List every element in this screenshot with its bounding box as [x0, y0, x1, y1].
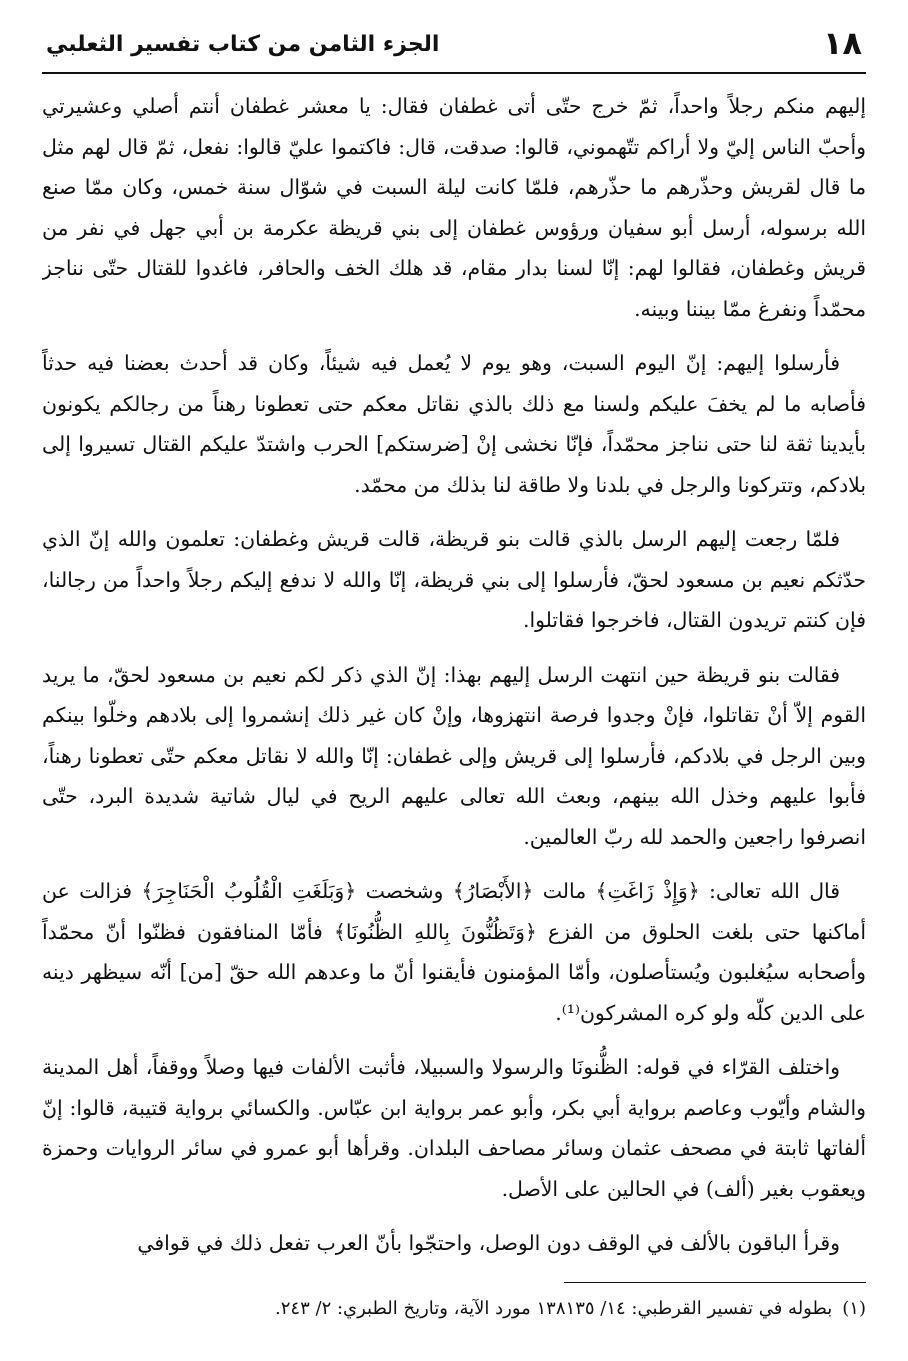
- page-header: [42, 20, 866, 74]
- paragraph-7: وقرأ الباقون بالألف في الوقف دون الوصل، واحتجّوا بأنّ العرب تفعل ذلك في قوافي: [137, 1231, 840, 1255]
- paragraph-3: فلمّا رجعت إليهم الرسل بالذي قالت بنو قريظة، قالت قريش وغطفان: تعلمون والله إنّ الذي حدّثكم نعيم بن مسعود لحقّ، فأرسلوا إلى بني قريظة، إنّا والله لا ندفع إليكم رجلاً واحداً من رجالنا، فإن كنتم تريدون القتال، فاخرجوا فقاتلوا.: [42, 527, 866, 632]
- paragraph-1: إليهم منكم رجلاً واحداً، ثمّ خرج حتّى أتى غطفان فقال: يا معشر غطفان أنتم أصلي وعشيرتي وأحبّ الناس إليّ ولا أراكم تتّهموني، قالوا: صدقت، قال: فاكتموا عليّ قالوا: نفعل، ثمّ قال لهم مثل ما قال لقريش وحذّرهم ما حذّرهم، فلمّا كانت ليلة السبت في شوّال سنة خمس، وكان ممّا صنع الله برسوله، أرسل أبو سفيان ورؤوس غطفان إلى بني قريظة عكرمة بن أبي جهل في نفر من قريش وغطفان، فقالوا لهم: إنّا لسنا بدار مقام، قد هلك الخف والحافر، فاغدوا للقتال حتّى نناجز محمّداً ونفرغ ممّا بيننا وبينه.: [42, 94, 866, 321]
- page-body: [42, 86, 866, 1261]
- paragraph-5: قال الله تعالى: ﴿وَإِذْ زَاغَتِ﴾ مالت ﴿الأَبْصَارُ﴾ وشخصت ﴿وَبَلَغَتِ الْقُلُوبُ الْحَنَاجِرَ﴾ فزالت عن أماكنها حتى بلغت الحلوق من الفزع ﴿وَتَظُنُّونَ بِاللهِ الظُّنُونَا﴾ فأمّا المنافقون فظنّوا أنّ محمّداً وأصحابه سيُغلبون ويُستأصلون، وأمّا المؤمنون فأيقنوا أنّ ما وعدهم الله حقّ [من] أنّه سيظهر دينه على الدين كلّه ولو كره المشركون⁽¹⁾.: [42, 879, 866, 1025]
- running-title: الجزء الثامن من كتاب تفسير الثعلبي: [46, 32, 440, 57]
- page-number: ١٨: [822, 24, 862, 62]
- footnote: [42, 1294, 866, 1324]
- paragraph-4: فقالت بنو قريظة حين انتهت الرسل إليهم بهذا: إنّ الذي ذكر لكم نعيم بن مسعود لحقّ، ما يريد القوم إلاّ أنْ تقاتلوا، فإنْ وجدوا فرصة انتهزوها، وإنْ كان غير ذلك إنشمروا إلى بلادهم وخلّوا بينكم وبين الرجل في بلادكم، فأرسلوا إلى قريش وإلى غطفان: إنّا والله لا نقاتل معكم حتّى تعطونا رهناً، فأبوا عليهم وخذل الله بينهم، وبعث الله تعالى عليهم الريح في ليال شاتية شديدة البرد، حتّى انصرفوا راجعين والحمد لله ربّ العالمين.: [42, 662, 866, 849]
- paragraph-6: واختلف القرّاء في قوله: الظُّنونَا والرسولا والسبيلا، فأثبت الألفات فيها وصلاً ووقفاً، أهل المدينة والشام وأيّوب وعاصم برواية أبي بكر، وأبو عمر برواية ابن عبّاس. والكسائي برواية قتيبة، قالوا: إنّ ألفاتها ثابتة في مصحف عثمان وسائر مصاحف البلدان. وقرأها أبو عمرو في سائر الروايات وحمزة ويعقوب بغير (ألف) في الحالين على الأصل.: [42, 1055, 866, 1201]
- footnote-separator: [564, 1282, 866, 1283]
- footnote-text: بطوله في تفسير القرطبي: ١٤/ ١٣٨١٣٥ مورد الآية، وتاريخ الطبري: ٢/ ٢٤٣.: [275, 1298, 833, 1319]
- paragraph-2: فأرسلوا إليهم: إنّ اليوم السبت، وهو يوم لا يُعمل فيه شيئاً، وكان قد أحدث بعضنا فيه حدثاً فأصابه ما لم يخفَ عليكم ولسنا مع ذلك بالذي نقاتل معكم حتى تعطونا رهناً من رجالكم يكونون بأيدينا ثقة لنا حتى نناجز محمّداً، فإنّا نخشى إنْ [ضرستكم] الحرب واشتدّ عليكم القتال تسيروا إلى بلادكم، وتتركونا والرجل في بلدنا ولا طاقة لنا بذلك من محمّد.: [42, 351, 866, 497]
- footnote-number: (١): [842, 1298, 866, 1319]
